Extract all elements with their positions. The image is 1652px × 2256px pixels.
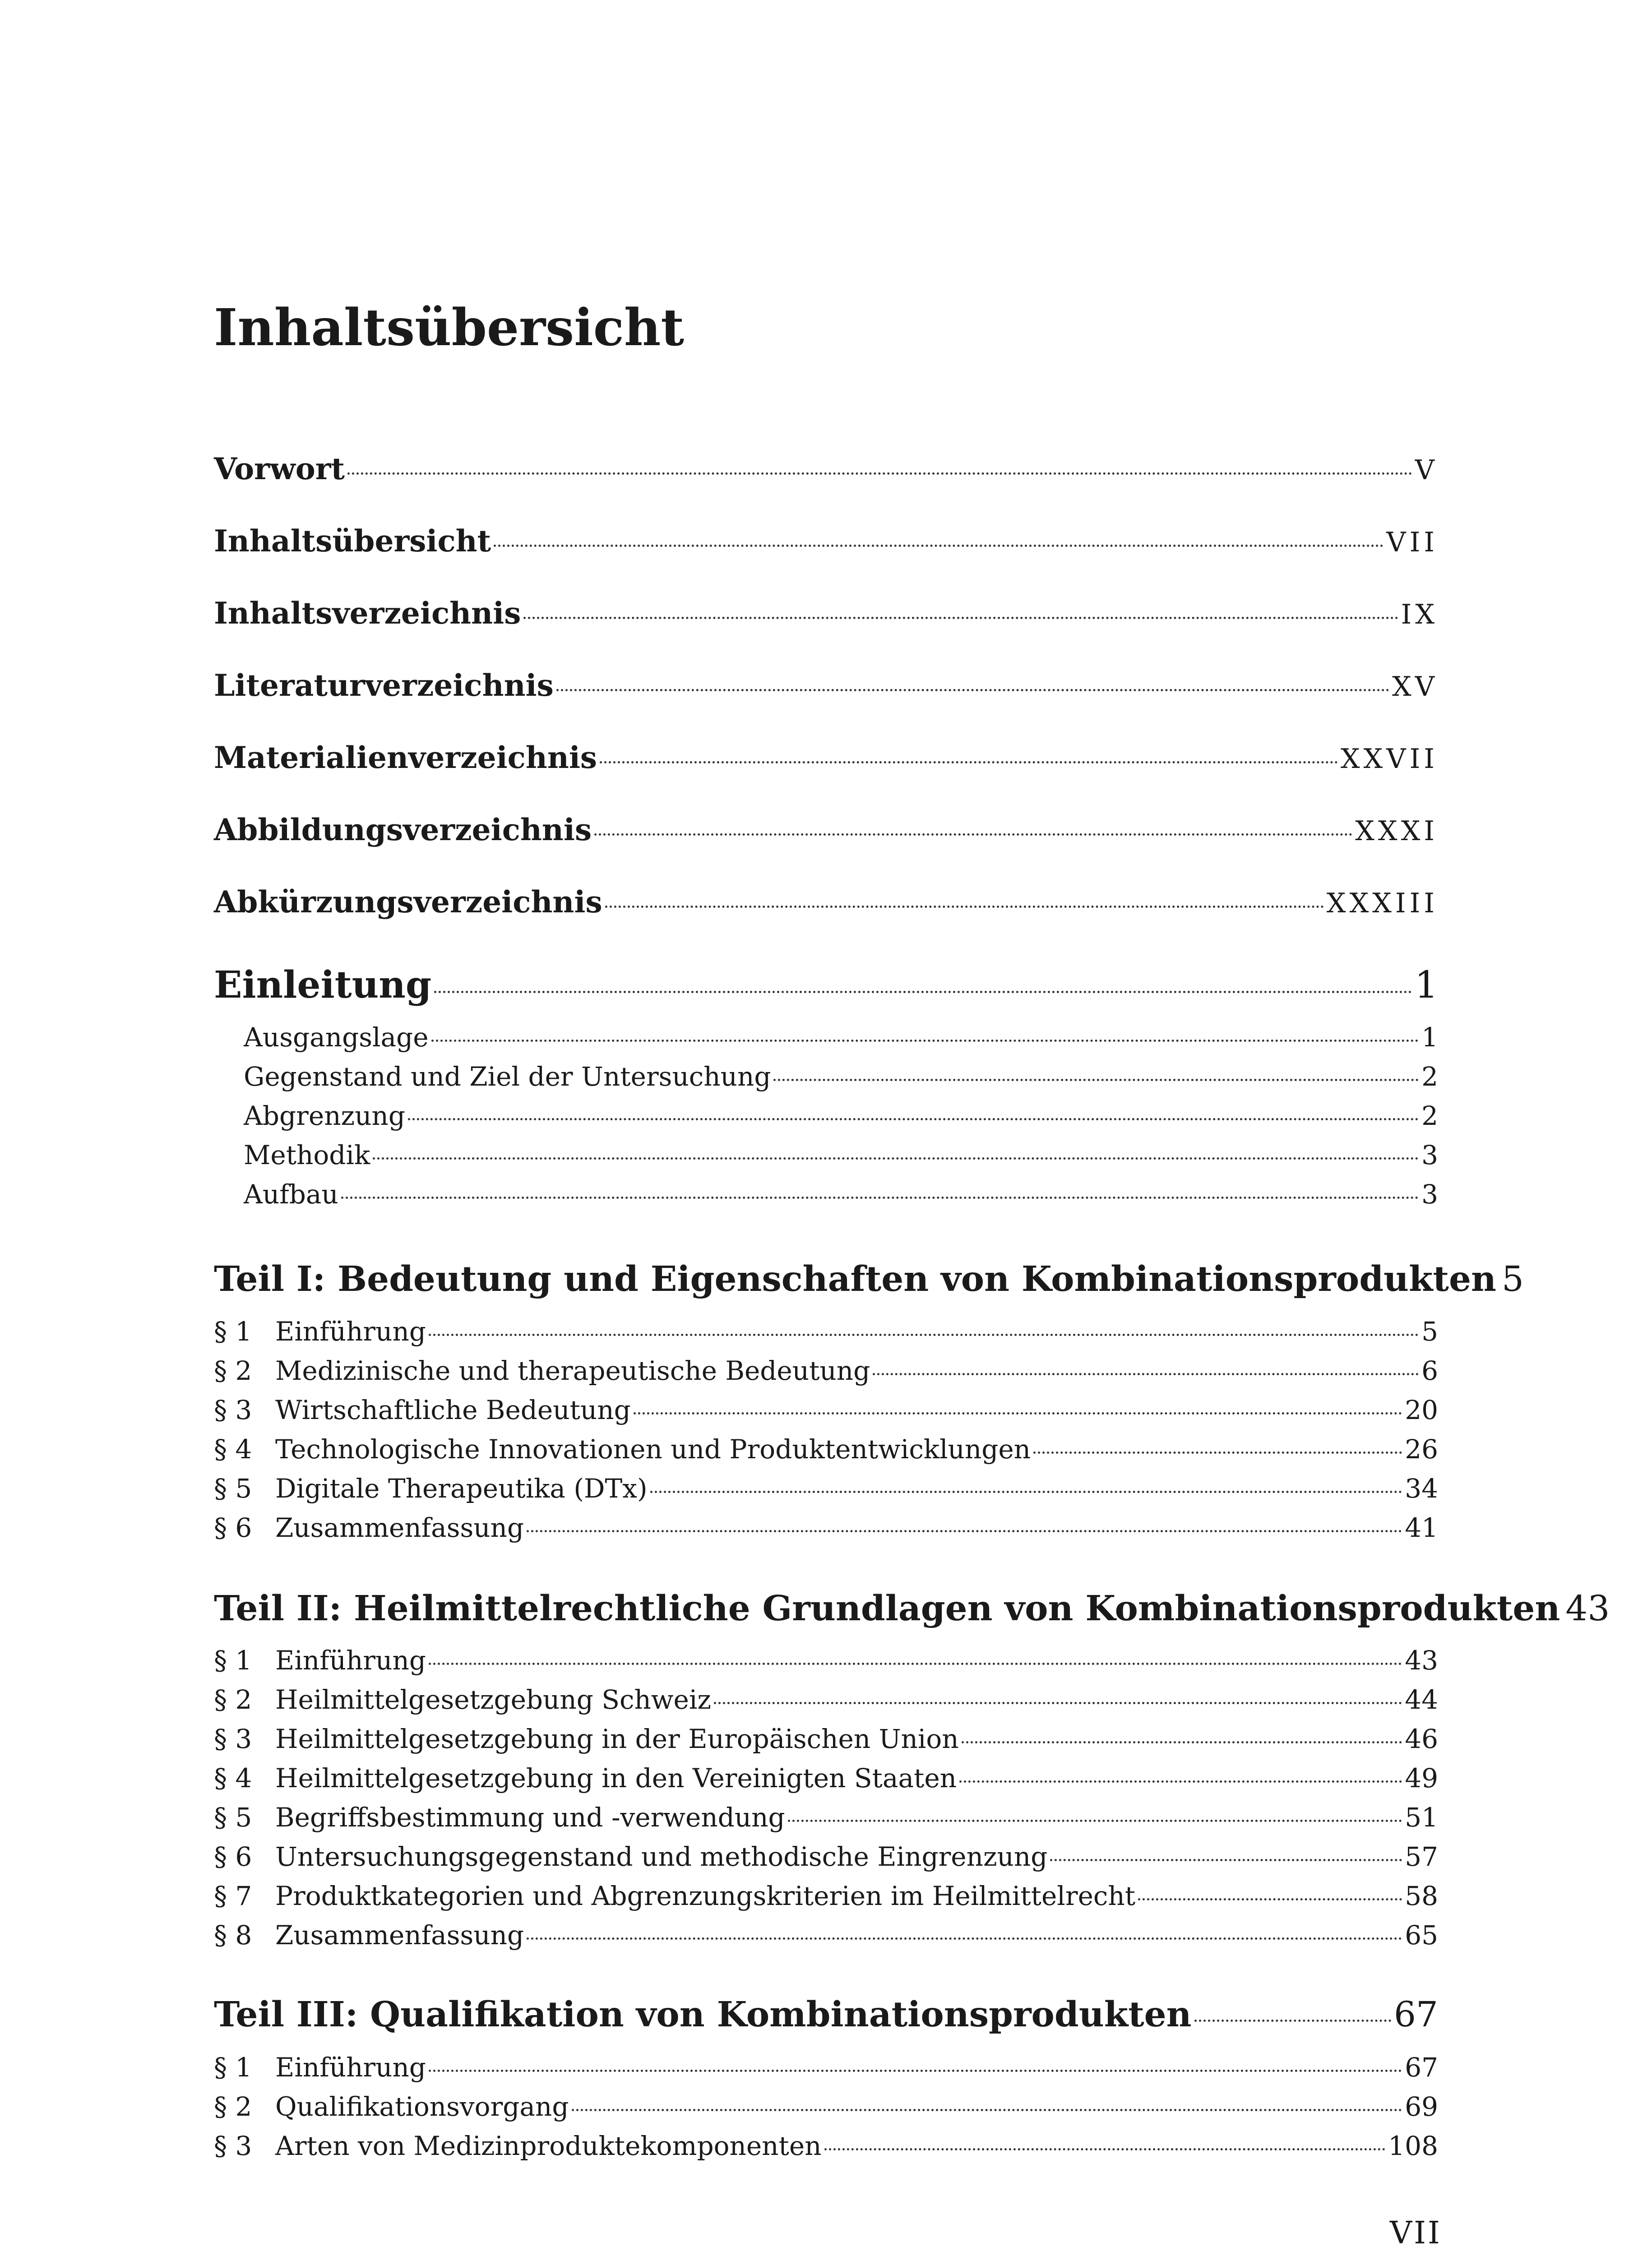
toc-entry-label: Inhaltsverzeichnis [214,596,521,631]
toc-part-page: 5 [1501,1259,1524,1299]
toc-section[interactable] [214,1802,1438,1833]
toc-section-page: 34 [1405,1473,1438,1504]
toc-section-page: 58 [1405,1881,1438,1911]
toc-section[interactable] [214,1512,1438,1543]
toc-subentry[interactable] [244,1022,1438,1053]
toc-section-label: Arten von Medizinproduktekomponenten [275,2131,822,2161]
dot-leader [408,1118,1419,1120]
toc-section-label: Technologische Innovationen und Produktentwicklungen [275,1434,1031,1465]
dot-leader [347,472,1412,475]
toc-subentry-page: 3 [1421,1140,1438,1170]
dot-leader [494,545,1384,547]
toc-section-label: Zusammenfassung [275,1920,524,1951]
section-symbol: § 5 [214,1473,252,1504]
dot-leader [429,1334,1419,1336]
toc-section-label: Digitale Therapeutika (DTx) [275,1473,648,1504]
toc-subentry-page: 3 [1421,1179,1438,1210]
dot-leader [429,2070,1402,2072]
toc-entry-page: V [1415,454,1438,486]
toc-section-page: 108 [1388,2131,1438,2161]
toc-part-page: 67 [1394,1995,1438,2035]
dot-leader [773,1079,1419,1081]
section-symbol: § 1 [214,1645,252,1676]
toc-entry-inhaltsuebersicht[interactable] [214,523,1438,559]
toc-entry-abkuerzungsverzeichnis[interactable] [214,884,1438,920]
dot-leader [600,761,1338,763]
section-symbol: § 4 [214,1763,252,1794]
toc-section-label: Einführung [275,1645,426,1676]
dot-leader [824,2148,1386,2150]
toc-section[interactable] [214,1316,1438,1347]
toc-entry-label: Vorwort [214,451,345,486]
dot-leader [429,1663,1402,1665]
toc-subentry-label: Ausgangslage [244,1022,429,1053]
section-symbol: § 3 [214,2131,252,2161]
toc-section[interactable] [214,1763,1438,1794]
section-symbol: § 3 [214,1395,252,1425]
toc-entry-vorwort[interactable] [214,451,1438,486]
dot-leader [873,1373,1419,1375]
section-symbol: § 5 [214,1802,252,1833]
toc-section[interactable] [214,1645,1438,1676]
toc-entry-abbildungsverzeichnis[interactable] [214,812,1438,847]
toc-entry-literaturverzeichnis[interactable] [214,668,1438,703]
section-symbol: § 8 [214,1920,252,1951]
section-symbol: § 7 [214,1881,252,1911]
toc-section-page: 44 [1405,1684,1438,1715]
toc-entry-page: VII [1386,527,1438,558]
toc-entry-label: Inhaltsübersicht [214,523,491,559]
toc-section-page: 43 [1405,1645,1438,1676]
toc-chapter-einleitung[interactable] [214,963,1438,1007]
toc-entry-label: Materialienverzeichnis [214,740,597,775]
toc-part-page: 43 [1565,1589,1610,1629]
toc-entry-label: Abbildungsverzeichnis [214,812,592,847]
dot-leader [572,2109,1402,2111]
toc-section-page: 65 [1405,1920,1438,1951]
toc-entry-label: Abkürzungsverzeichnis [214,884,602,920]
toc-section-label: Produktkategorien und Abgrenzungskriterien im Heilmittelrecht [275,1881,1136,1911]
section-symbol: § 4 [214,1434,252,1465]
section-symbol: § 1 [214,1316,252,1347]
toc-subentry[interactable] [244,1179,1438,1210]
toc-subentry-label: Aufbau [244,1179,338,1210]
toc-section-label: Einführung [275,2052,426,2083]
toc-section[interactable] [214,1724,1438,1754]
toc-subentry-page: 2 [1421,1061,1438,1092]
toc-part-label: Teil II: Heilmittelrechtliche Grundlagen von Kombinationsprodukten [214,1588,1560,1629]
toc-section-label: Qualifikationsvorgang [275,2091,569,2122]
toc-chapter-page: 1 [1414,964,1438,1007]
toc-chapter-label: Einleitung [214,963,432,1007]
section-symbol: § 6 [214,1512,252,1543]
toc-section[interactable] [214,1920,1438,1951]
toc-subentry-label: Abgrenzung [244,1100,405,1131]
toc-section-page: 49 [1405,1763,1438,1794]
toc-subentry-page: 1 [1421,1022,1438,1053]
toc-section[interactable] [214,1355,1438,1386]
toc-section-page: 57 [1405,1841,1438,1872]
dot-leader [1033,1452,1402,1454]
toc-entry-page: IX [1401,599,1438,630]
dot-leader [788,1820,1402,1822]
dot-leader [431,1040,1419,1042]
toc-entry-page: XXXIII [1326,888,1438,919]
section-symbol: § 3 [214,1724,252,1754]
toc-section[interactable] [214,1473,1438,1504]
toc-section-label: Untersuchungsgegenstand und methodische Eingrenzung [275,1841,1048,1872]
toc-section-label: Heilmittelgesetzgebung Schweiz [275,1684,711,1715]
toc-section-label: Wirtschaftliche Bedeutung [275,1395,631,1425]
toc-part-label: Teil III: Qualifikation von Kombinationsprodukten [214,1994,1192,2035]
dot-leader [527,1937,1402,1940]
toc-entry-page: XXXI [1355,815,1438,847]
toc-part-3[interactable] [214,1994,1438,2035]
toc-section-label: Heilmittelgesetzgebung in der Europäischen Union [275,1724,959,1754]
toc-section-label: Heilmittelgesetzgebung in den Vereinigten Staaten [275,1763,957,1794]
toc-section[interactable] [214,1434,1438,1465]
section-symbol: § 6 [214,1841,252,1872]
toc-subentry[interactable] [244,1140,1438,1170]
toc-section-page: 26 [1405,1434,1438,1465]
toc-subentry[interactable] [244,1100,1438,1131]
toc-section-page: 69 [1405,2091,1438,2122]
toc-entry-materialienverzeichnis[interactable] [214,740,1438,775]
toc-section[interactable] [214,2131,1438,2161]
toc-section[interactable] [214,2052,1438,2083]
dot-leader [527,1530,1402,1532]
dot-leader [523,617,1398,619]
toc-part-label: Teil I: Bedeutung und Eigenschaften von Kombinationsprodukten [214,1259,1496,1299]
dot-leader [1138,1898,1402,1900]
toc-entry-page: XXVII [1340,743,1438,775]
toc-section-page: 5 [1421,1316,1438,1347]
dot-leader [959,1780,1402,1783]
toc-section-label: Zusammenfassung [275,1512,524,1543]
toc-section-page: 41 [1405,1512,1438,1543]
toc-section-page: 20 [1405,1395,1438,1425]
toc-part-2[interactable] [214,1588,1610,1629]
toc-section-label: Medizinische und therapeutische Bedeutung [275,1355,870,1386]
dot-leader [556,689,1389,691]
toc-entry-page: XV [1392,671,1438,703]
dot-leader [962,1741,1402,1743]
toc-subentry-label: Gegenstand und Ziel der Untersuchung [244,1061,771,1092]
toc-section-page: 51 [1405,1802,1438,1833]
toc-part-1[interactable] [214,1259,1524,1299]
page-number: VII [1390,2215,1442,2251]
toc-section-label: Einführung [275,1316,426,1347]
dot-leader [634,1412,1402,1415]
toc-section-page: 6 [1421,1355,1438,1386]
toc-section[interactable] [214,1841,1438,1872]
toc-section-page: 67 [1405,2052,1438,2083]
toc-section-page: 46 [1405,1724,1438,1754]
toc-entry-inhaltsverzeichnis[interactable] [214,596,1438,631]
section-symbol: § 2 [214,2091,252,2122]
dot-leader [605,906,1324,908]
toc-subentry-page: 2 [1421,1100,1438,1131]
section-symbol: § 2 [214,1355,252,1386]
section-symbol: § 2 [214,1684,252,1715]
dot-leader [341,1197,1419,1199]
page-title: Inhaltsübersicht [214,298,685,357]
toc-section[interactable] [214,1684,1438,1715]
toc-section[interactable] [214,1881,1438,1911]
section-symbol: § 1 [214,2052,252,2083]
toc-section[interactable] [214,1395,1438,1425]
dot-leader [650,1491,1402,1493]
dot-leader [714,1702,1402,1704]
toc-subentry-label: Methodik [244,1140,370,1170]
toc-subentry[interactable] [244,1061,1438,1092]
toc-section-label: Begriffsbestimmung und -verwendung [275,1802,785,1833]
dot-leader [1194,2020,1391,2022]
dot-leader [373,1157,1419,1160]
toc-entry-label: Literaturverzeichnis [214,668,554,703]
dot-leader [434,991,1412,993]
toc-section[interactable] [214,2091,1438,2122]
dot-leader [1050,1859,1402,1861]
dot-leader [594,833,1352,836]
